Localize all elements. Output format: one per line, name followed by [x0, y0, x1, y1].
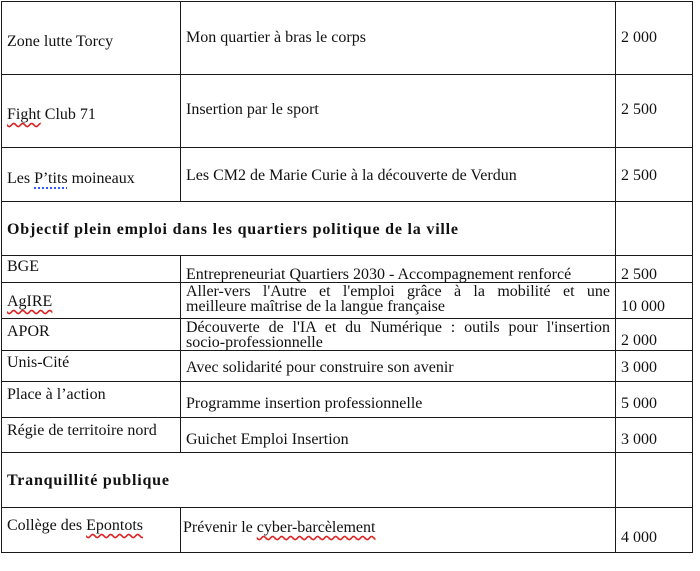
- amount: 3 000: [621, 359, 657, 376]
- table-row: [2, 418, 693, 453]
- project-name: Guichet Emploi Insertion: [186, 431, 349, 448]
- section-title: [2, 202, 616, 256]
- org-name: Unis-Cité: [7, 354, 70, 371]
- amount-cell: [616, 319, 693, 351]
- amount: 2 500: [621, 266, 657, 283]
- org-cell: [2, 382, 181, 418]
- org-name: AgIRE: [7, 293, 53, 310]
- project-cell: [181, 319, 616, 351]
- project-line: Découverte de l'IA et du Numérique : outils pour l'insertion: [186, 319, 610, 336]
- project-cell: [181, 418, 616, 453]
- project-name: Mon quartier à bras le corps: [186, 29, 366, 46]
- amount: 3 000: [621, 431, 657, 448]
- section-row: [2, 453, 693, 508]
- amount-cell: [616, 382, 693, 418]
- project-line: Aller-vers l'Autre et l'emploi grâce à la mobilité et une: [186, 283, 610, 300]
- project-name-part: Prévenir le: [183, 519, 257, 536]
- table-row: [2, 148, 693, 202]
- amount-cell: [616, 418, 693, 453]
- project-name: Insertion par le sport: [186, 101, 319, 118]
- org-name-part: Les: [7, 170, 35, 187]
- org-name: APOR: [7, 323, 50, 340]
- grant-table: [1, 1, 693, 553]
- empty-cell: [616, 453, 693, 508]
- project-line: socio-professionnelle: [186, 334, 323, 351]
- project-line: meilleure maîtrise de la langue française: [186, 298, 445, 315]
- amount-cell: [616, 75, 693, 148]
- project-cell: [181, 148, 616, 202]
- project-cell: [181, 256, 616, 283]
- amount: 4 000: [621, 529, 657, 546]
- table-row: [2, 283, 693, 319]
- org-name: Régie de territoire nord: [7, 422, 157, 439]
- amount-cell: [616, 2, 693, 75]
- section-title-text: Objectif plein emploi dans les quartiers politique de la ville: [7, 221, 459, 238]
- table-row: [2, 508, 693, 553]
- project-cell: [181, 2, 616, 75]
- org-cell: [2, 319, 181, 351]
- org-name-part: Epontots: [86, 517, 143, 534]
- project-cell: [181, 283, 616, 319]
- amount: 2 000: [621, 29, 657, 46]
- org-name: Place à l’action: [7, 386, 106, 403]
- project-name: Avec solidarité pour construire son avenir: [186, 359, 454, 376]
- org-cell: [2, 75, 181, 148]
- project-name-part: cyber-barcèlement: [256, 519, 376, 536]
- amount-cell: [616, 256, 693, 283]
- org-name-part: moineaux: [67, 170, 135, 187]
- table-row: [2, 75, 693, 148]
- section-row: [2, 202, 693, 256]
- project-cell: [181, 351, 616, 382]
- amount-cell: [616, 283, 693, 319]
- amount: 5 000: [621, 395, 657, 412]
- org-cell: [2, 418, 181, 453]
- section-title-text: Tranquillité publique: [7, 472, 170, 489]
- org-cell: [2, 283, 181, 319]
- org-cell: [2, 148, 181, 202]
- amount: 2 000: [621, 332, 657, 349]
- project-cell: [181, 75, 616, 148]
- project-name: Entrepreneuriat Quartiers 2030 - Accompagnement renforcé: [186, 266, 572, 283]
- project-name: Programme insertion professionnelle: [186, 395, 423, 412]
- org-name-part: Club 71: [40, 106, 96, 123]
- org-name-part: P’tits: [34, 170, 68, 187]
- org-name: Zone lutte Torcy: [7, 33, 114, 50]
- org-name-part: Collège des: [7, 517, 87, 534]
- org-cell: [2, 508, 181, 553]
- project-cell: [181, 508, 616, 553]
- table-row: [2, 382, 693, 418]
- project-name: Les CM2 de Marie Curie à la découverte de Verdun: [186, 167, 517, 184]
- org-name: BGE: [7, 258, 39, 275]
- table-row: [2, 256, 693, 283]
- table-row: [2, 351, 693, 382]
- amount-cell: [616, 351, 693, 382]
- amount: 2 500: [621, 101, 657, 118]
- org-cell: [2, 2, 181, 75]
- table-row: [2, 319, 693, 351]
- amount-cell: [616, 508, 693, 553]
- org-cell: [2, 256, 181, 283]
- amount-cell: [616, 148, 693, 202]
- org-cell: [2, 351, 181, 382]
- table-row: [2, 2, 693, 75]
- org-name-part: Fight: [7, 106, 41, 123]
- section-title: [2, 453, 616, 508]
- amount: 10 000: [621, 298, 665, 315]
- amount: 2 500: [621, 167, 657, 184]
- project-cell: [181, 382, 616, 418]
- empty-cell: [616, 202, 693, 256]
